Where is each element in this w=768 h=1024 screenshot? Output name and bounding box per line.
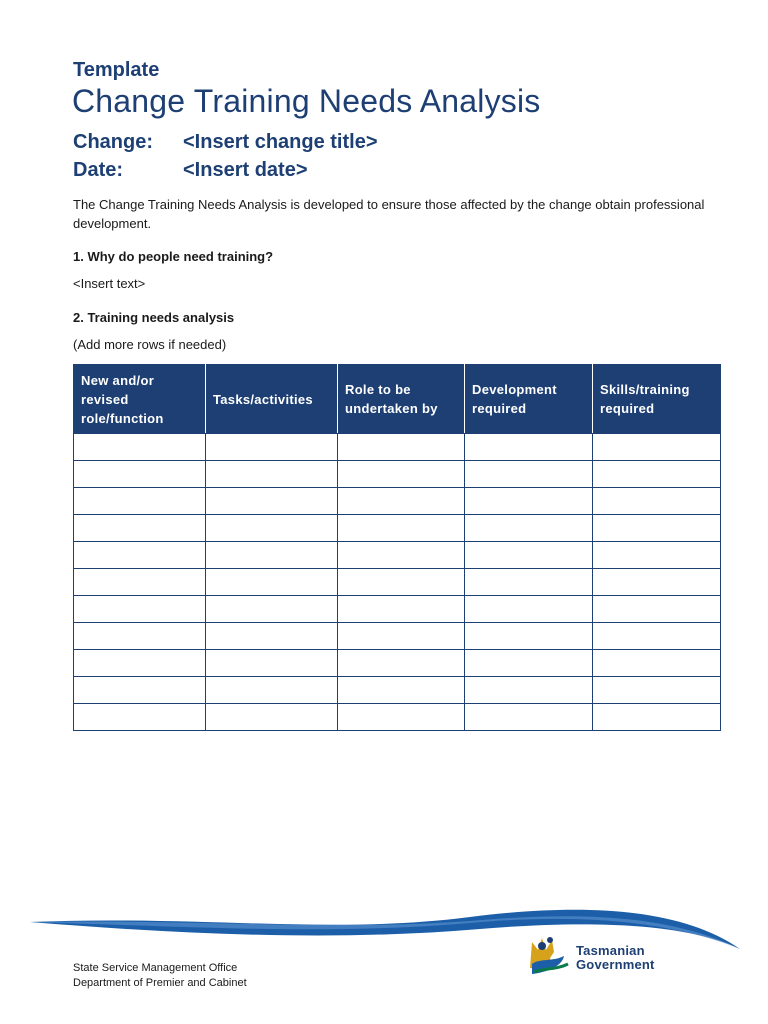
- table-cell[interactable]: [206, 515, 338, 542]
- table-row: [74, 596, 721, 623]
- table-cell[interactable]: [465, 434, 593, 461]
- table-row: [74, 488, 721, 515]
- section-2-note: (Add more rows if needed): [73, 337, 227, 352]
- logo-emblem-icon: [530, 937, 568, 974]
- table-cell[interactable]: [465, 596, 593, 623]
- logo-text: [576, 944, 655, 972]
- table-cell[interactable]: [465, 677, 593, 704]
- table-cell[interactable]: [74, 488, 206, 515]
- table-cell[interactable]: [206, 542, 338, 569]
- table-cell[interactable]: [465, 569, 593, 596]
- date-value: <Insert date>: [183, 159, 308, 181]
- header-role-function: New and/or revised role/function: [74, 365, 206, 434]
- table-header-row: [74, 365, 721, 434]
- table-cell[interactable]: [338, 461, 465, 488]
- table-row: [74, 677, 721, 704]
- table-cell[interactable]: [593, 569, 721, 596]
- table-cell[interactable]: [338, 704, 465, 731]
- template-label: Template: [73, 59, 160, 81]
- date-key: Date:: [73, 159, 124, 181]
- table-cell[interactable]: [465, 488, 593, 515]
- table-cell[interactable]: [338, 677, 465, 704]
- table-cell[interactable]: [206, 623, 338, 650]
- footer-office: State Service Management Office: [73, 962, 238, 974]
- table-cell[interactable]: [593, 596, 721, 623]
- table-cell[interactable]: [465, 650, 593, 677]
- footer-department: Department of Premier and Cabinet: [73, 977, 247, 989]
- table-row: [74, 704, 721, 731]
- table-cell[interactable]: [206, 704, 338, 731]
- table-cell[interactable]: [338, 434, 465, 461]
- table-cell[interactable]: [338, 488, 465, 515]
- header-role-undertaken-by: Role to be undertaken by: [338, 365, 465, 434]
- table-cell[interactable]: [338, 596, 465, 623]
- table-cell[interactable]: [74, 569, 206, 596]
- logo-line-2: Government: [576, 957, 655, 972]
- table-cell[interactable]: [593, 461, 721, 488]
- table-cell[interactable]: [206, 569, 338, 596]
- change-row: [73, 131, 378, 154]
- table-cell[interactable]: [74, 596, 206, 623]
- table-cell[interactable]: [74, 650, 206, 677]
- intro-paragraph: The Change Training Needs Analysis is developed to ensure those affected by the change obtain professional development.: [73, 197, 705, 231]
- header-tasks-activities: Tasks/activities: [206, 365, 338, 434]
- table-body: [74, 434, 721, 731]
- table-cell[interactable]: [593, 677, 721, 704]
- table-cell[interactable]: [206, 488, 338, 515]
- table-cell[interactable]: [74, 434, 206, 461]
- table-row: [74, 650, 721, 677]
- table-cell[interactable]: [593, 488, 721, 515]
- date-row: [73, 159, 308, 182]
- table-cell[interactable]: [74, 704, 206, 731]
- change-key: Change:: [73, 131, 153, 153]
- table-cell[interactable]: [465, 542, 593, 569]
- table-cell[interactable]: [74, 677, 206, 704]
- table-cell[interactable]: [74, 542, 206, 569]
- training-needs-table: [73, 364, 721, 731]
- table-cell[interactable]: [465, 704, 593, 731]
- table-cell[interactable]: [74, 515, 206, 542]
- table-cell[interactable]: [593, 650, 721, 677]
- table-cell[interactable]: [338, 569, 465, 596]
- table-cell[interactable]: [206, 461, 338, 488]
- table-cell[interactable]: [338, 515, 465, 542]
- header-skills-training-required: Skills/training required: [593, 365, 721, 434]
- table-cell[interactable]: [206, 650, 338, 677]
- table-cell[interactable]: [465, 461, 593, 488]
- table-cell[interactable]: [206, 677, 338, 704]
- table-cell[interactable]: [338, 623, 465, 650]
- table-cell[interactable]: [593, 542, 721, 569]
- table-cell[interactable]: [338, 650, 465, 677]
- table-cell[interactable]: [593, 704, 721, 731]
- table-cell[interactable]: [338, 542, 465, 569]
- table-cell[interactable]: [465, 623, 593, 650]
- table-row: [74, 515, 721, 542]
- table-cell[interactable]: [593, 434, 721, 461]
- table-cell[interactable]: [74, 623, 206, 650]
- page-title: Change Training Needs Analysis: [72, 83, 541, 119]
- table-row: [74, 542, 721, 569]
- logo-line-1: Tasmanian: [576, 943, 645, 958]
- table-cell[interactable]: [74, 461, 206, 488]
- table-cell[interactable]: [465, 515, 593, 542]
- table-row: [74, 569, 721, 596]
- table-cell[interactable]: [206, 434, 338, 461]
- header-development-required: Development required: [465, 365, 593, 434]
- section-1-heading: 1. Why do people need training?: [73, 249, 274, 264]
- table-cell[interactable]: [206, 596, 338, 623]
- table-cell[interactable]: [593, 515, 721, 542]
- section-2-heading: 2. Training needs analysis: [73, 310, 235, 325]
- section-1-text: <Insert text>: [73, 276, 146, 291]
- table-cell[interactable]: [593, 623, 721, 650]
- table-row: [74, 623, 721, 650]
- table-row: [74, 434, 721, 461]
- change-value: <Insert change title>: [183, 131, 378, 153]
- table-row: [74, 461, 721, 488]
